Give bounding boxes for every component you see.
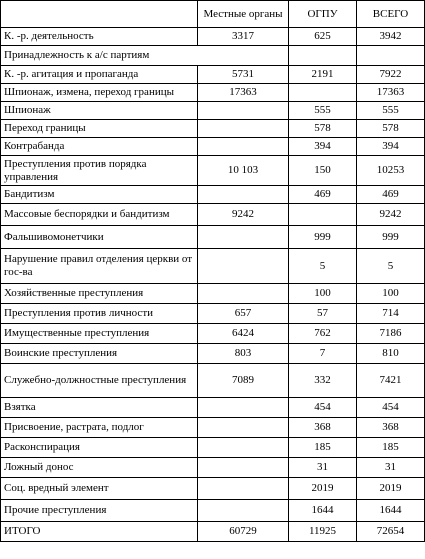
table-row [1,138,425,156]
row-local-value [198,418,289,438]
row-label: ИТОГО [1,522,198,542]
row-label: Бандитизм [1,186,198,204]
row-ogpu-value: 555 [289,102,357,120]
row-ogpu-value: 1644 [289,500,357,522]
row-label: Ложный донос [1,458,198,478]
row-ogpu-value [289,204,357,226]
row-local-value: 7089 [198,364,289,398]
table-row [1,156,425,186]
row-total-value: 454 [357,398,425,418]
row-label: Служебно-должностные преступления [1,364,198,398]
table-row [1,28,425,46]
row-total-value: 100 [357,284,425,304]
table-row [1,46,425,66]
row-ogpu-value: 2019 [289,478,357,500]
row-label: Хозяйственные преступления [1,284,198,304]
row-local-value: 9242 [198,204,289,226]
row-label: Присвоение, растрата, подлог [1,418,198,438]
table-row [1,398,425,418]
row-total-value: 714 [357,304,425,324]
row-ogpu-value: 469 [289,186,357,204]
row-label: К. -р. агитация и пропаганда [1,66,198,84]
row-total-value: 5 [357,249,425,284]
row-local-value [198,398,289,418]
row-ogpu-value: 185 [289,438,357,458]
row-total-value: 7186 [357,324,425,344]
row-ogpu-value: 454 [289,398,357,418]
row-local-value: 60729 [198,522,289,542]
header-local: Местные органы [198,1,289,28]
row-local-value [198,438,289,458]
row-local-value: 657 [198,304,289,324]
table-row [1,438,425,458]
row-local-value [198,120,289,138]
table-row [1,344,425,364]
table-row [1,522,425,542]
row-total-value: 31 [357,458,425,478]
table-row [1,120,425,138]
row-label: Фальшивомонетчики [1,226,198,249]
row-local-value: 803 [198,344,289,364]
table-row [1,418,425,438]
row-local-value [198,138,289,156]
row-local-value [198,478,289,500]
table-row [1,66,425,84]
row-total-value: 578 [357,120,425,138]
row-ogpu-value: 332 [289,364,357,398]
table-row [1,186,425,204]
row-label: Преступления против личности [1,304,198,324]
row-total-value: 7922 [357,66,425,84]
header-ogpu: ОГПУ [289,1,357,28]
row-total-value: 17363 [357,84,425,102]
row-ogpu-value: 5 [289,249,357,284]
row-local-value [198,284,289,304]
row-total-value: 999 [357,226,425,249]
row-label: Шпионаж [1,102,198,120]
row-label: Массовые беспорядки и бандитизм [1,204,198,226]
row-label: Преступления против порядка управления [1,156,198,186]
row-label: Имущественные преступления [1,324,198,344]
row-total-value: 7421 [357,364,425,398]
row-total-value: 10253 [357,156,425,186]
table-row [1,226,425,249]
row-ogpu-value: 999 [289,226,357,249]
table-body [1,28,425,542]
row-local-value [198,458,289,478]
row-total-value: 555 [357,102,425,120]
row-local-value: 10 103 [198,156,289,186]
row-total-value: 3942 [357,28,425,46]
table-row [1,204,425,226]
row-total-value [357,46,425,66]
table-row [1,284,425,304]
row-local-value: 6424 [198,324,289,344]
table-row [1,304,425,324]
row-ogpu-value: 7 [289,344,357,364]
row-label: Воинские преступления [1,344,198,364]
row-label: Контрабанда [1,138,198,156]
row-local-value [198,226,289,249]
row-ogpu-value: 11925 [289,522,357,542]
row-total-value: 2019 [357,478,425,500]
row-ogpu-value: 578 [289,120,357,138]
row-ogpu-value: 394 [289,138,357,156]
row-total-value: 810 [357,344,425,364]
row-label: Шпионаж, измена, переход границы [1,84,198,102]
header-category [1,1,198,28]
row-label: Соц. вредный элемент [1,478,198,500]
table-row [1,324,425,344]
row-ogpu-value: 150 [289,156,357,186]
header-total: ВСЕГО [357,1,425,28]
table-row [1,500,425,522]
row-total-value: 9242 [357,204,425,226]
row-total-value: 469 [357,186,425,204]
row-label: Принадлежность к а/с партиям [1,46,289,66]
row-ogpu-value: 368 [289,418,357,438]
row-total-value: 72654 [357,522,425,542]
header-row [1,1,425,28]
row-ogpu-value: 57 [289,304,357,324]
row-local-value: 3317 [198,28,289,46]
row-label: Взятка [1,398,198,418]
row-local-value [198,249,289,284]
row-ogpu-value: 762 [289,324,357,344]
row-total-value: 368 [357,418,425,438]
table-row [1,458,425,478]
table-row [1,84,425,102]
row-local-value [198,500,289,522]
row-ogpu-value: 625 [289,28,357,46]
row-label: Нарушение правил отделения церкви от гос-ва [1,249,198,284]
table-row [1,249,425,284]
row-ogpu-value [289,84,357,102]
row-total-value: 185 [357,438,425,458]
row-label: Переход границы [1,120,198,138]
row-label: Прочие преступления [1,500,198,522]
row-ogpu-value: 31 [289,458,357,478]
row-total-value: 1644 [357,500,425,522]
row-local-value: 17363 [198,84,289,102]
row-label: К. -р. деятельность [1,28,198,46]
table-row [1,102,425,120]
row-total-value: 394 [357,138,425,156]
row-local-value [198,102,289,120]
row-local-value: 5731 [198,66,289,84]
table-row [1,364,425,398]
table-row [1,478,425,500]
row-ogpu-value: 100 [289,284,357,304]
row-label: Расконспирация [1,438,198,458]
row-ogpu-value: 2191 [289,66,357,84]
row-local-value [198,186,289,204]
row-ogpu-value [289,46,357,66]
